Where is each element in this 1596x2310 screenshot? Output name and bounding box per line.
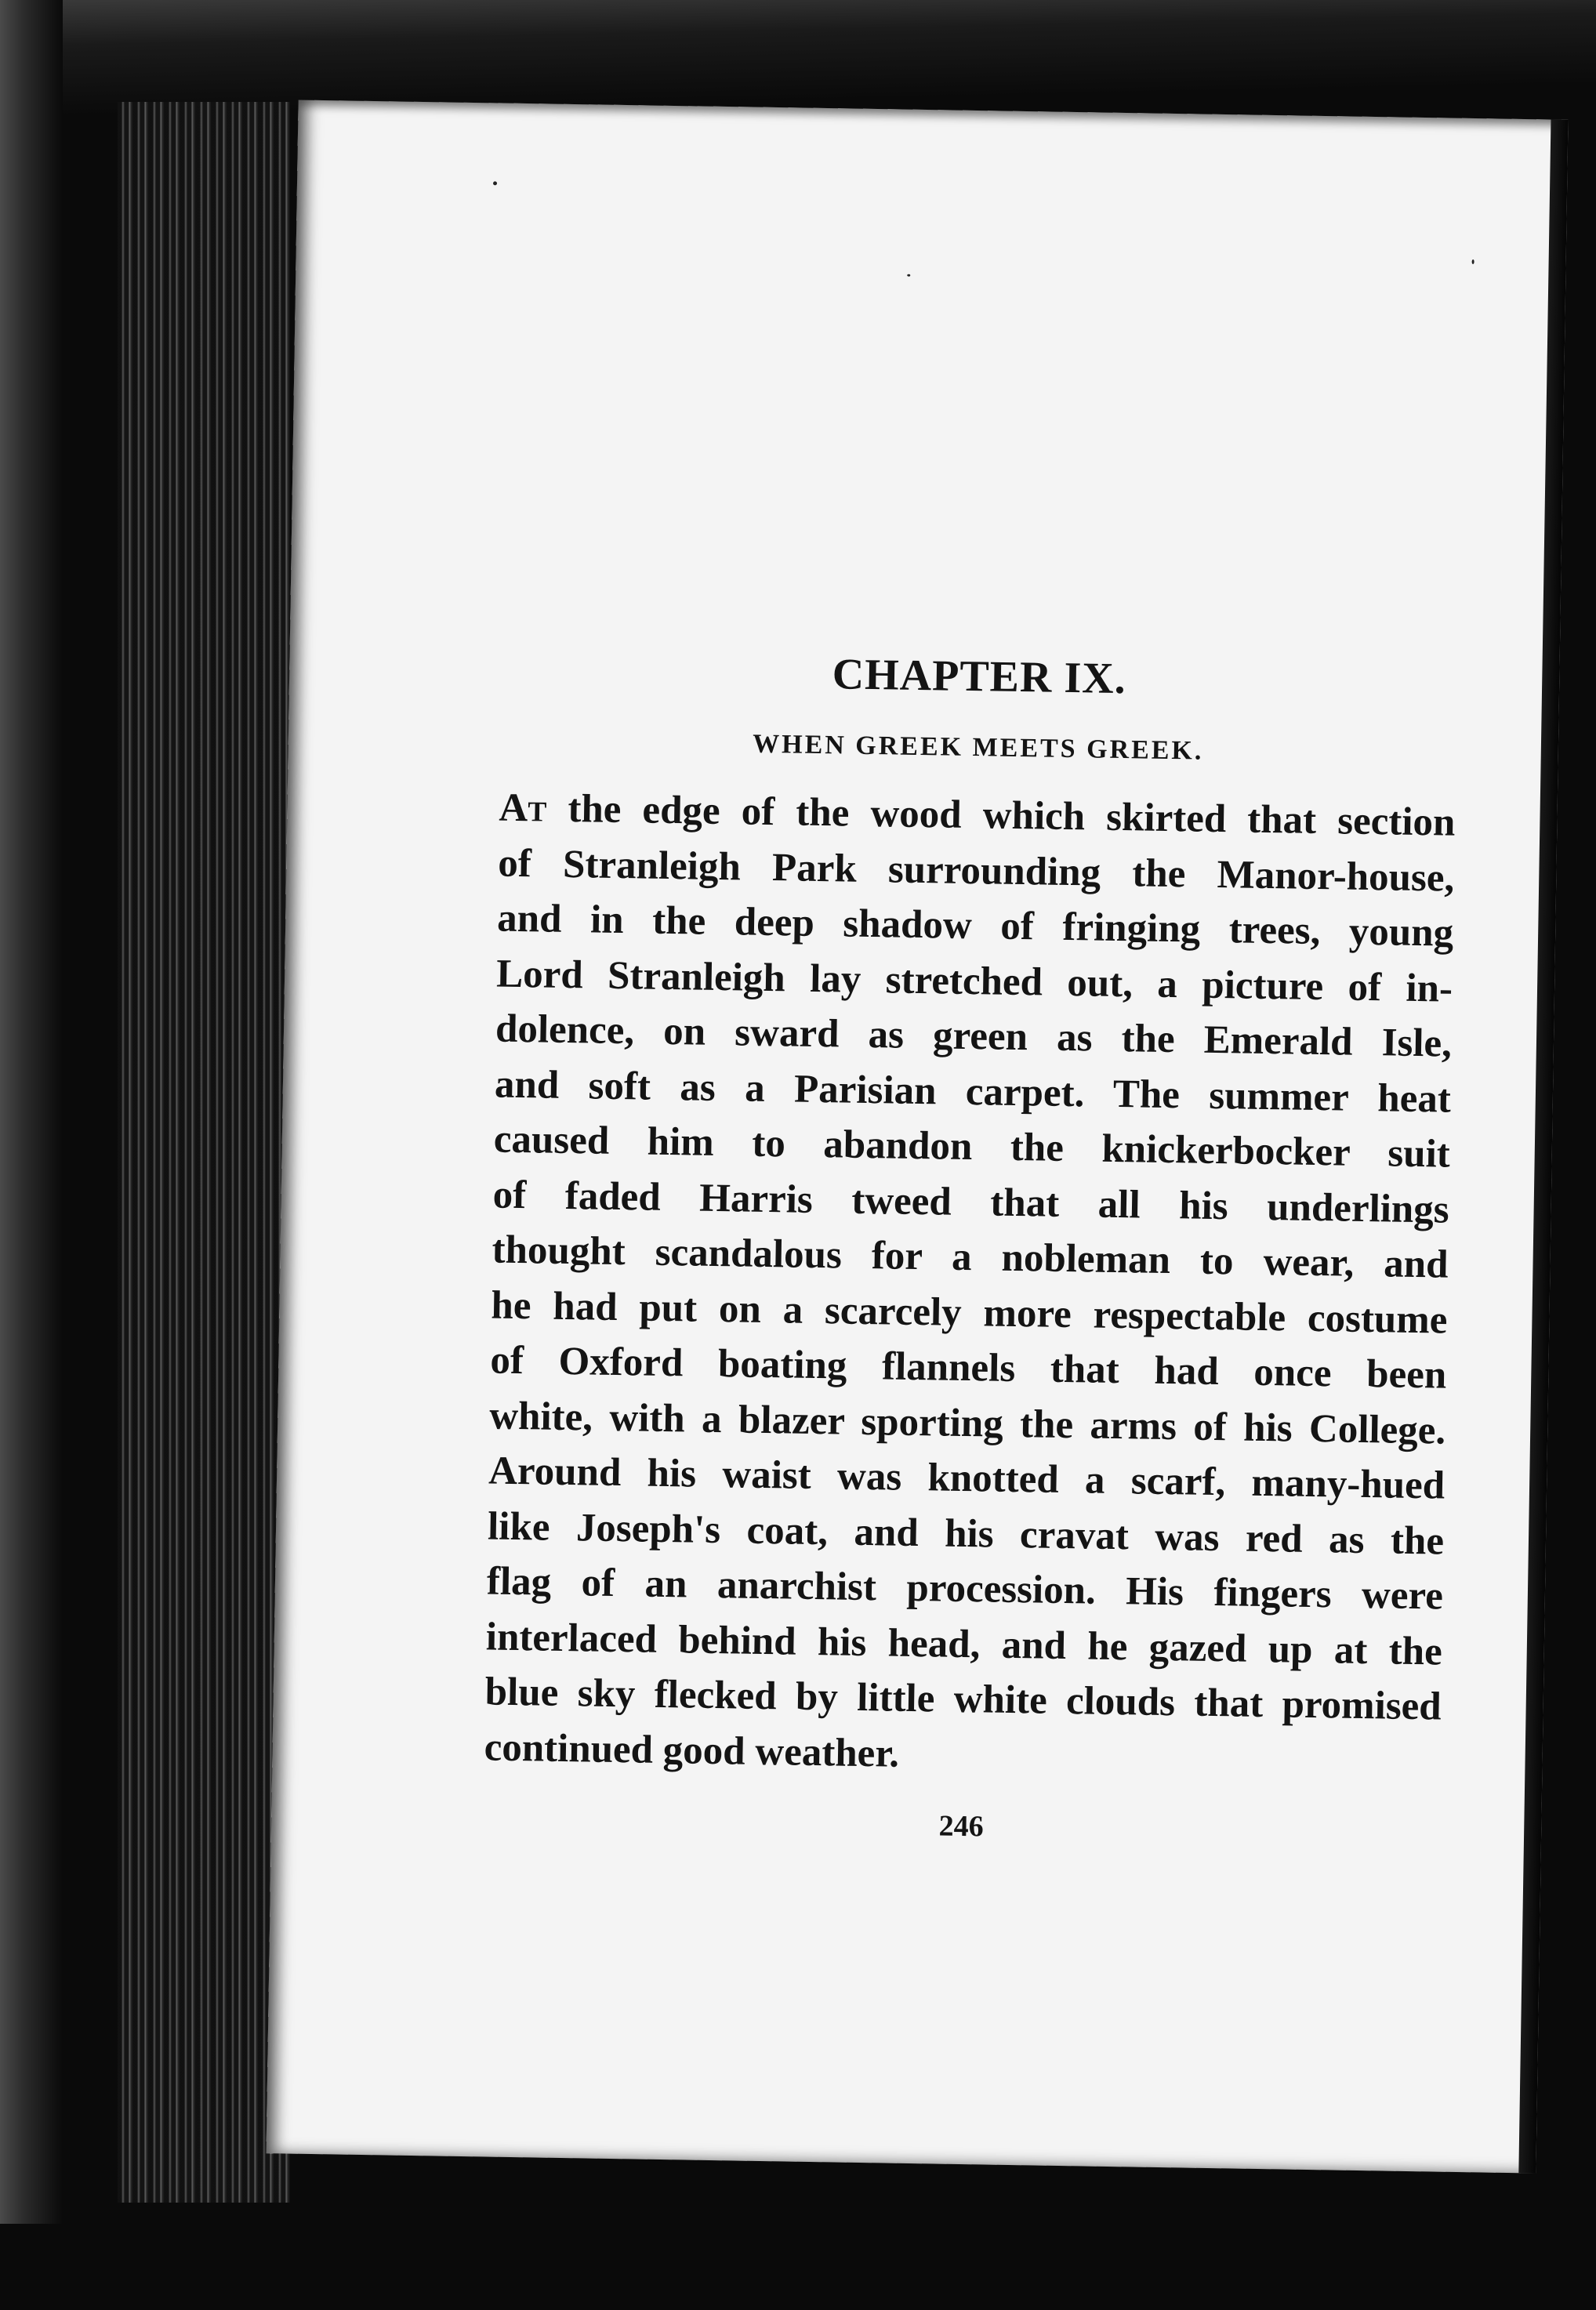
chapter-title: CHAPTER IX. xyxy=(832,650,1127,704)
text-line: of faded Harris tweed that all his underlings xyxy=(492,1173,1450,1232)
text-line: he had put on a scarcely more respectable costume xyxy=(491,1282,1448,1343)
book-page-edges xyxy=(118,102,290,2203)
text-line: thought scandalous for a nobleman to wear, and xyxy=(491,1228,1449,1287)
scan-shadow-left xyxy=(0,0,63,2310)
page-number: 246 xyxy=(938,1809,985,1844)
scan-shadow-bottom xyxy=(0,2224,1596,2310)
page-content xyxy=(483,644,1458,1851)
page-right-shadow xyxy=(1518,120,1568,2174)
text-line: Lord Stranleigh lay stretched out, a picture of in- xyxy=(495,952,1453,1011)
body-paragraph xyxy=(484,781,1456,1790)
text-line: continued good weather. xyxy=(484,1724,900,1776)
chapter-subtitle: WHEN GREEK MEETS GREEK. xyxy=(752,729,1204,766)
text-line: and soft as a Parisian carpet. The summer heat xyxy=(494,1062,1452,1122)
text-line: Around his waist was knotted a scarf, many-hued xyxy=(488,1449,1445,1508)
text-line: caused him to abandon the knickerbocker suit xyxy=(493,1117,1451,1177)
drop-word: At xyxy=(499,785,547,831)
text-line: flag of an anarchist procession. His fingers were xyxy=(486,1559,1444,1619)
text-line: and in the deep shadow of fringing trees, young xyxy=(496,896,1454,956)
dust-speck xyxy=(493,181,497,185)
dust-speck xyxy=(1472,259,1474,264)
text-line: of Stranleigh Park surrounding the Manor-house, xyxy=(497,841,1455,901)
text-line: At the edge of the wood which skirted that section xyxy=(499,785,1456,845)
text-line: dolence, on sward as green as the Emerald Isle, xyxy=(495,1006,1453,1066)
scan-shadow-top xyxy=(0,0,1596,118)
text-line: of Oxford boating flannels that had once been xyxy=(490,1338,1447,1398)
text-line: interlaced behind his head, and he gazed up at the xyxy=(485,1614,1443,1674)
text-line: like Joseph's coat, and his cravat was red as the xyxy=(487,1503,1445,1564)
text-line: blue sky flecked by little white clouds that promised xyxy=(484,1670,1442,1729)
book-page xyxy=(267,100,1569,2173)
text-line: white, with a blazer sporting the arms of his College. xyxy=(488,1393,1446,1453)
dust-speck xyxy=(907,274,910,277)
